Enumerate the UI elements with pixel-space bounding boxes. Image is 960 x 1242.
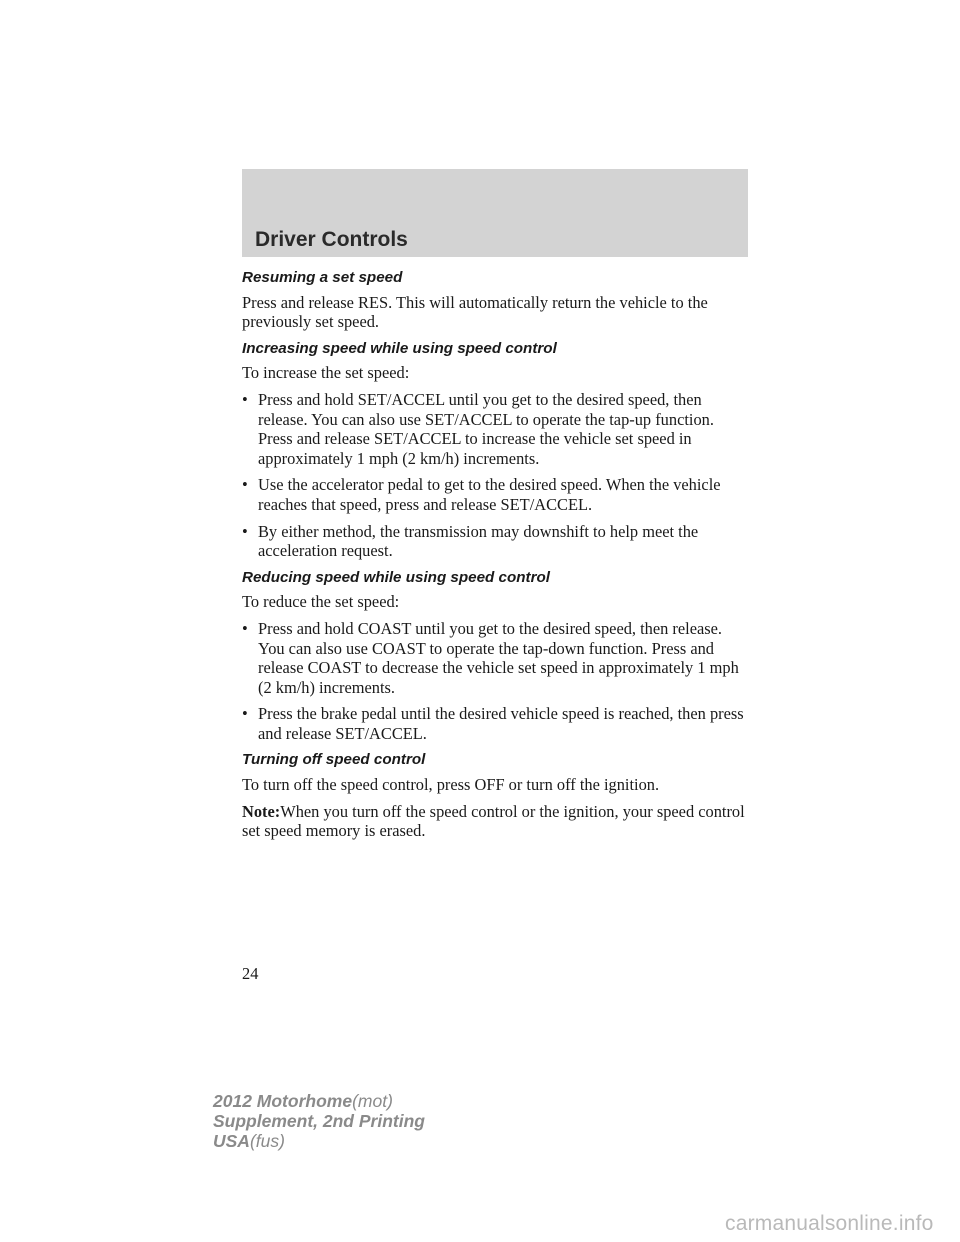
footer-model: 2012 Motorhome <box>213 1091 353 1111</box>
list-item-text: Use the accelerator pedal to get to the desired speed. When the vehicle reaches that speed, press and release SET/ACCEL. <box>258 475 721 514</box>
list-item <box>242 390 752 468</box>
page-content <box>242 268 752 848</box>
paragraph-resuming: Press and release RES. This will automatically return the vehicle to the previously set speed. <box>242 292 708 332</box>
footer-market: USA <box>213 1131 250 1151</box>
bullet-icon: • <box>242 704 248 724</box>
paragraph-turning-off: To turn off the speed control, press OFF or turn off the ignition. <box>242 775 660 795</box>
footer-printing: Supplement, 2nd Printing <box>213 1111 425 1131</box>
heading-reducing: Reducing speed while using speed control <box>242 568 551 586</box>
list-reducing <box>242 619 752 744</box>
list-item-text: Press and hold COAST until you get to the desired speed, then release. You can also use COAST to operate the tap-down function. Press and release COAST to decrease the vehicle set speed in approximately 1 mph (2 km/h) increments. <box>258 618 739 697</box>
heading-resuming: Resuming a set speed <box>242 269 403 286</box>
paragraph-reducing-intro: To reduce the set speed: <box>242 592 400 612</box>
list-item <box>242 475 752 514</box>
list-item-text: Press the brake pedal until the desired vehicle speed is reached, then press and release SET/ACCEL. <box>258 704 744 743</box>
bullet-icon: • <box>242 475 248 495</box>
heading-increasing: Increasing speed while using speed control <box>242 339 557 357</box>
list-item-text: By either method, the transmission may downshift to help meet the acceleration request. <box>258 521 699 561</box>
bullet-icon: • <box>242 618 248 638</box>
list-item <box>242 619 752 697</box>
page-number: 24 <box>242 964 259 983</box>
watermark-text: carmanualsonline.info <box>725 1212 934 1235</box>
list-item <box>242 704 752 743</box>
footer-model-code: (mot) <box>352 1091 393 1111</box>
bullet-icon: • <box>242 521 248 541</box>
list-increasing <box>242 390 752 561</box>
paragraph-increasing-intro: To increase the set speed: <box>242 363 410 383</box>
list-item <box>242 522 752 561</box>
footer-line-3 <box>213 1131 425 1151</box>
note-label: Note: <box>242 801 281 821</box>
document-footer <box>213 1091 425 1151</box>
footer-line-1 <box>213 1091 425 1111</box>
heading-turning-off: Turning off speed control <box>242 751 426 769</box>
section-title: Driver Controls <box>255 228 408 251</box>
list-item-text: Press and hold SET/ACCEL until you get to the desired speed, then release. You can also use SET/ACCEL to operate the tap-up function. Press and release SET/ACCEL to increase the vehicle set speed in approximately 1 mph (2 km/h) increments. <box>258 389 714 468</box>
note-text: When you turn off the speed control or the ignition, your speed control set speed memory is erased. <box>242 801 745 841</box>
footer-market-code: (fus) <box>249 1131 285 1151</box>
note-paragraph <box>242 802 752 841</box>
bullet-icon: • <box>242 389 248 409</box>
